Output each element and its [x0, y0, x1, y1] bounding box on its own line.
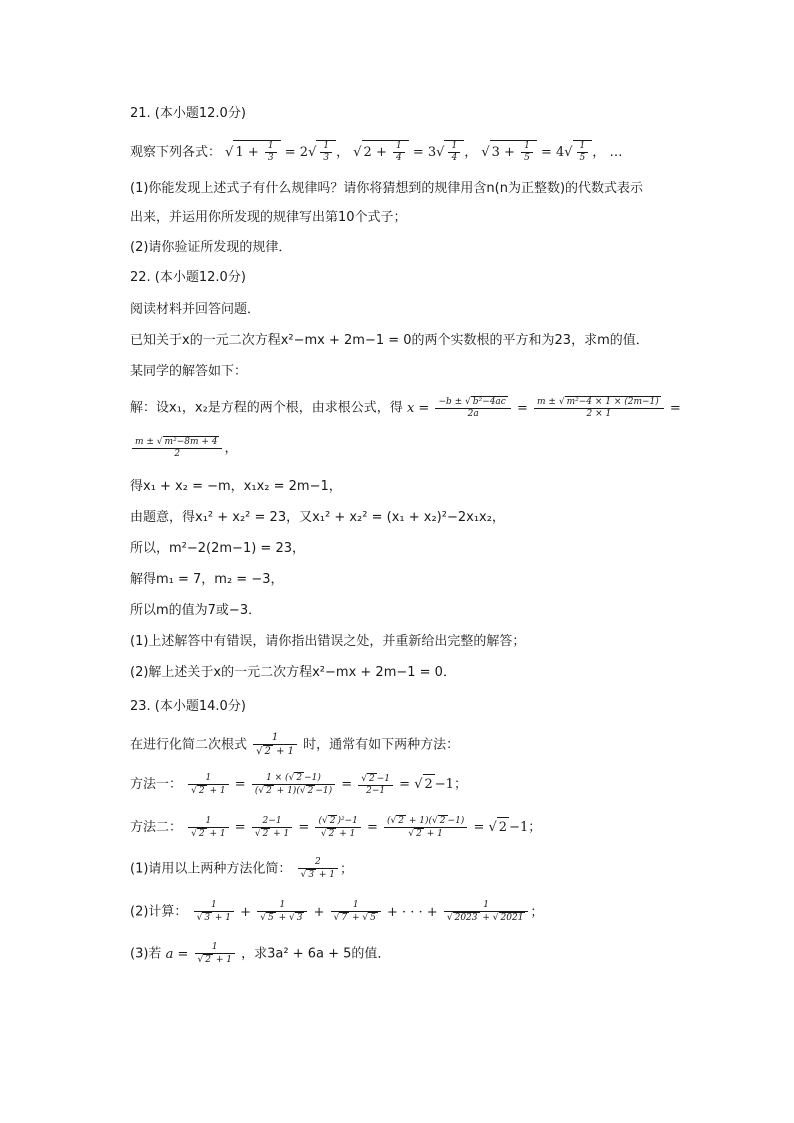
q22-so1: 所以，m²−2(2m−1) = 23， [130, 541, 305, 556]
q21-header: 21. (本小题12.0分) [130, 106, 246, 121]
q21-formula-1: √ 1 + $\frac{1}{3}$ = 2√ $\frac{1}{3}$ ， [225, 141, 350, 163]
q22-solution-line1 [130, 396, 681, 420]
q22-solve: 解得m₁ = 7，m₂ = −3， [130, 572, 284, 587]
q22-header: 22. (本小题12.0分) [130, 270, 246, 285]
q23-part2-text: (2)计算： [130, 904, 188, 920]
q23-part3-a: (3)若 [130, 946, 162, 962]
q21-part1-line2: 出来，并运用你所发现的规律写出第10个式子； [130, 210, 407, 225]
q22-sol-prefix: 解：设x₁，x₂是方程的两个根，由求根公式，得 [130, 400, 403, 416]
q21-obs-prefix: 观察下列各式： [130, 145, 222, 160]
q21-part1-line1: (1)你能发现上述式子有什么规律吗？请你将猜想到的规律用含n(n为正整数)的代数式表示 [130, 181, 644, 196]
q21-formula-3: √ 3 + $\frac{1}{5}$ = 4√ $\frac{1}{5}$ ， [481, 141, 606, 163]
q22-solution-line2 [130, 436, 238, 460]
q22-student: 某同学的解答如下： [130, 364, 248, 379]
q23-part2 [130, 900, 543, 924]
q22-so2: 所以m的值为7或−3． [130, 603, 262, 618]
q22-root-expression: $\frac{\text{m ± √ m²−8m + 4}}{2}$ ， [130, 441, 238, 456]
q23-method2-label: 方法二： [130, 820, 183, 835]
q23-part1 [130, 857, 353, 881]
q21-part2: (2)请你验证所发现的规律． [130, 240, 292, 255]
q22-part2: (2)解上述关于x的一元二次方程x²−mx + 2m−1 = 0． [130, 665, 456, 680]
q23-part1-text: (1)请用以上两种方法化简： [130, 861, 292, 877]
q22-part1: (1)上述解答中有错误，请你指出错误之处，并重新给出完整的解答； [130, 634, 526, 649]
q23-method2-formula: $\frac{1}{√ 2 + 1}$ = $\frac{2-1}{√ 2 + 1}$ = $\frac{\text{(√ 2 )²−1}}{√ 2 + 1}$ = $\frac{(√ 2 + 1)(√ 2 -1)}{√ 2 + 1}$ = √ 2 −1； [186, 820, 541, 835]
q21-ellipsis: … [609, 145, 623, 160]
q21-observation [130, 140, 622, 164]
q22-intro: 阅读材料并回答问题． [130, 302, 261, 317]
q23-intro-a: 在进行化简二次根式 [130, 737, 248, 753]
q23-part3-formula: a = $\frac{1}{√ 2 + 1}$ [166, 947, 237, 962]
q23-intro-b: 时，通常有如下两种方法： [303, 737, 460, 753]
q23-method2 [130, 815, 541, 840]
q23-radical-fraction: $\frac{1}{√ 2 + 1}$ [251, 738, 299, 753]
q23-method1-formula: $\frac{1}{√ 2 + 1}$ = $\frac{1 \times (√ 2 -1)}{(√ 2 + 1)(√ 2 -1)}$ = $\frac{√ 2 -1}{2-1}$ = √ 2 −1； [186, 777, 467, 792]
q22-problem: 已知关于x的一元二次方程x²−mx + 2m−1 = 0的两个实数根的平方和为23，求m的值． [130, 333, 649, 348]
q23-part3 [130, 942, 390, 966]
q22-quadratic-formula: x = $\frac{\text{−b ± √ b²−4ac}}{2a}$ = $\frac{\text{m ± √ m²−4 × 1 × (2m−1)}}{2 \times 1}$ = [406, 397, 681, 419]
q22-condition: 由题意，得x₁² + x₂² = 23，又x₁² + x₂² = (x₁ + x₂)²−2x₁x₂， [130, 510, 505, 525]
q23-part2-formula: $\frac{1}{√ 3 + 1}$ + $\frac{1}{√ 5 + √ 3}$ + $\frac{1}{√ 7 + √ 5}$ + · · · + $\frac{1}{√ 2023 + √ 2021}$ ； [192, 905, 544, 920]
q23-method1-label: 方法一： [130, 777, 183, 792]
q23-part3-b: ，求3a² + 6a + 5的值． [241, 946, 391, 962]
q21-formula-2: √ 2 + $\frac{1}{4}$ = 3√ $\frac{1}{4}$ ， [353, 141, 478, 163]
q23-part1-formula: $\frac{2}{√ 3 + 1}$ ； [296, 862, 354, 877]
q23-header: 23. (本小题14.0分) [130, 699, 246, 714]
q22-vieta: 得x₁ + x₂ = −m，x₁x₂ = 2m−1， [130, 479, 342, 494]
q23-method1 [130, 772, 467, 797]
q23-intro [130, 732, 459, 758]
